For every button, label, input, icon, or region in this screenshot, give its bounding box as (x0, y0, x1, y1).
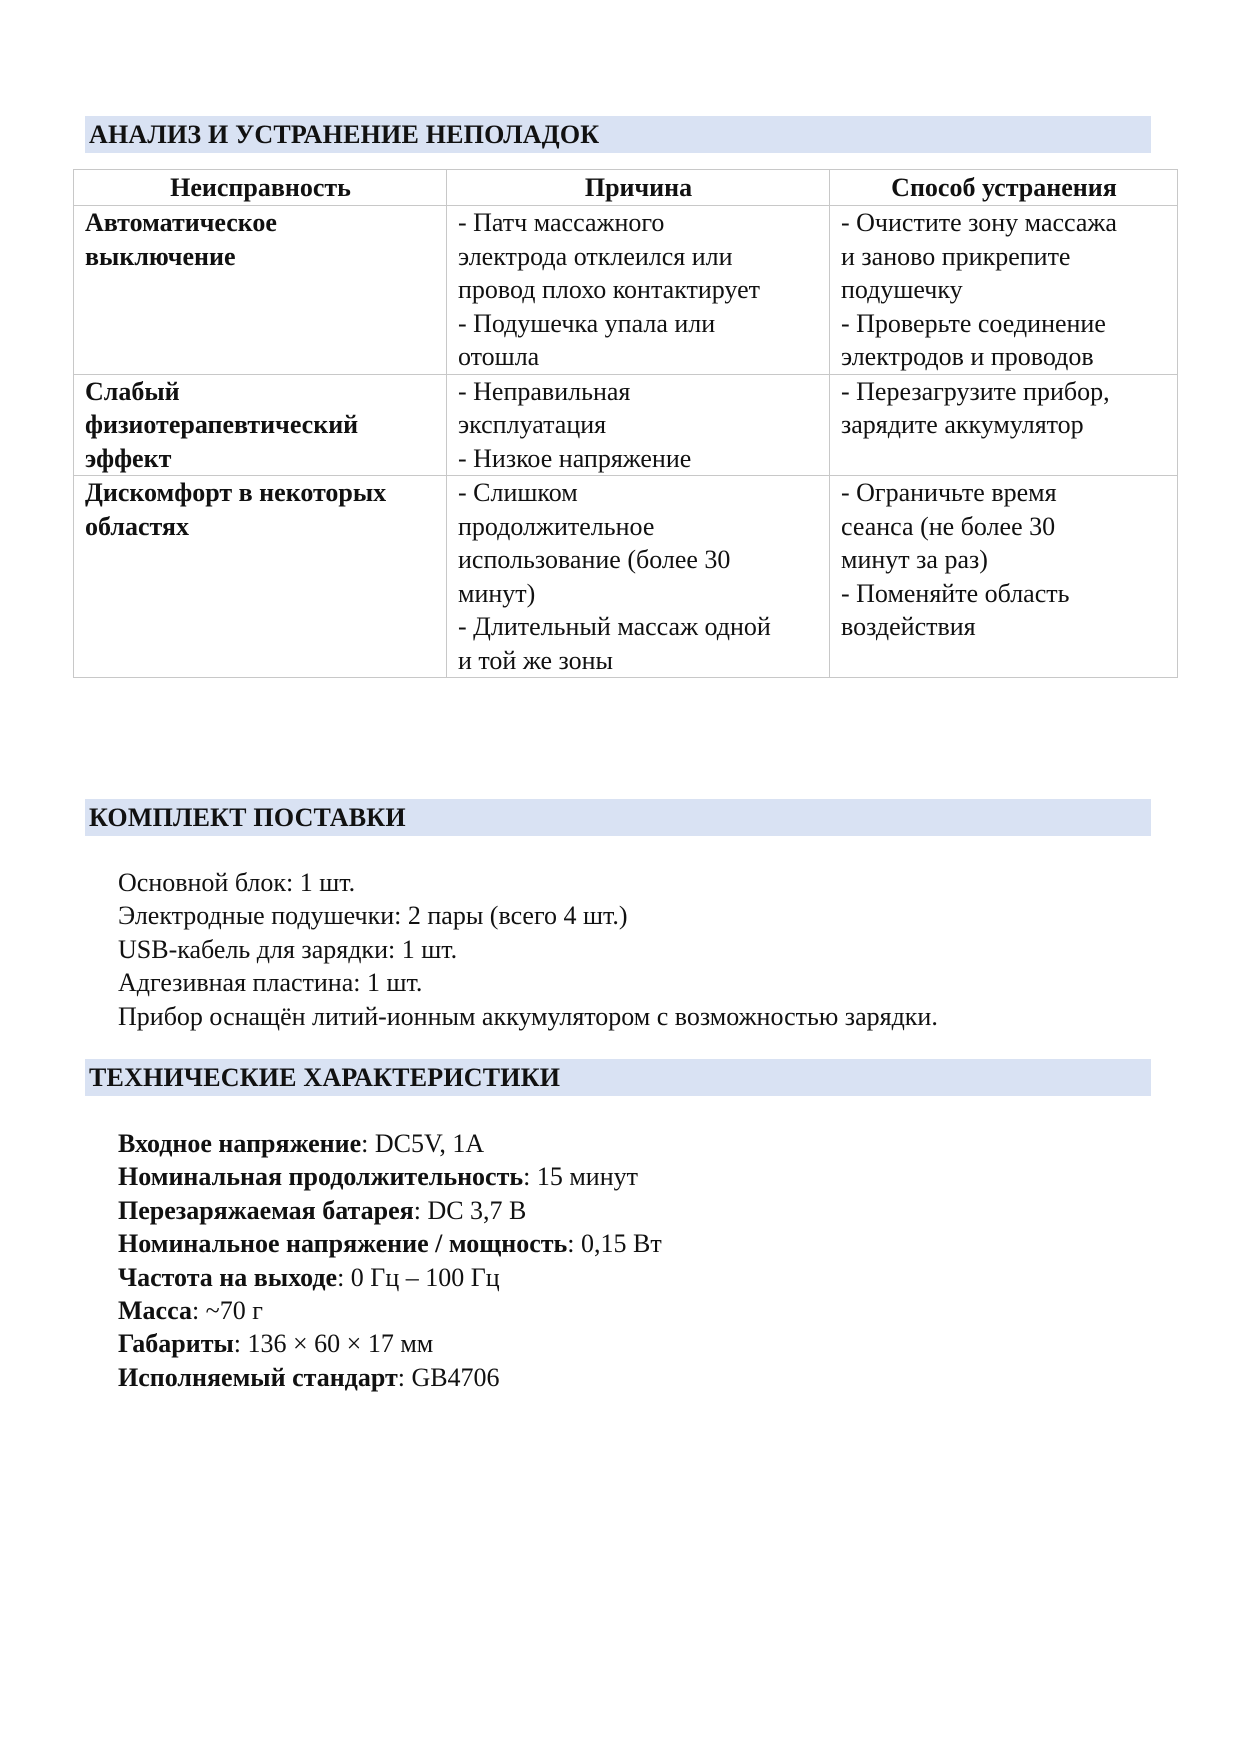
column-header-fault: Неисправность (74, 170, 447, 206)
cell-line: электрода отклеился или (458, 241, 733, 271)
cell-line: - Длительный массаж одной (458, 612, 771, 641)
table-header-row (74, 170, 1178, 206)
cell-line: - Перезагрузите прибор, (841, 376, 1110, 406)
spec-key: Входное напряжение (118, 1129, 362, 1158)
spec-item (118, 1227, 662, 1260)
cell-line: минут за раз) (841, 545, 988, 574)
list-item: Прибор оснащён литий-ионным аккумулятором с возможностью зарядки. (118, 1001, 938, 1031)
cell-line: и той же зоны (458, 645, 614, 675)
spec-key: Габариты (118, 1329, 234, 1359)
cell-line: физиотерапевтический (85, 410, 359, 439)
cell-line: Слабый (85, 376, 180, 406)
cell-line: - Поменяйте область (841, 578, 1070, 608)
specs-list (118, 1127, 662, 1394)
spec-item (118, 1294, 662, 1327)
spec-value: : 136 × 60 × 17 мм (233, 1329, 434, 1359)
spec-value: : 0 Гц – 100 Гц (337, 1262, 500, 1292)
cell-line: использование (более 30 (458, 545, 731, 574)
cell-line: эксплуатация (458, 410, 607, 439)
cell-line: - Проверьте соединение (841, 308, 1106, 338)
fault-cell (74, 374, 447, 476)
cell-line: минут) (458, 578, 536, 608)
spec-item (118, 1361, 662, 1394)
spec-key: Частота на выходе (118, 1262, 338, 1292)
list-item: USB-кабель для зарядки: 1 шт. (118, 934, 458, 964)
cell-line: Автоматическое (85, 208, 277, 237)
spec-value: : DC 3,7 В (413, 1195, 527, 1225)
spec-key: Масса (118, 1296, 192, 1326)
remedy-cell (830, 206, 1178, 375)
cell-line: воздействия (841, 612, 976, 641)
spec-value: : GB4706 (397, 1362, 500, 1392)
cell-line: и заново прикрепите (841, 241, 1071, 271)
cell-line: - Очистите зону массажа (841, 208, 1117, 237)
cause-cell (447, 206, 830, 375)
fault-cell (74, 476, 447, 678)
column-header-cause: Причина (447, 170, 830, 206)
list-item: Адгезивная пластина: 1 шт. (118, 968, 423, 998)
troubleshooting-heading: АНАЛИЗ И УСТРАНЕНИЕ НЕПОЛАДОК (85, 116, 1151, 153)
cell-line: эффект (85, 443, 172, 473)
spec-value: : ~70 г (191, 1296, 263, 1326)
table-row (74, 374, 1178, 476)
spec-key: Перезаряжаемая батарея (118, 1195, 414, 1225)
table-row (74, 206, 1178, 375)
cell-line: сеанса (не более 30 (841, 511, 1056, 541)
cell-line: - Патч массажного (458, 208, 665, 237)
spec-key: Номинальное напряжение / мощность (118, 1229, 568, 1259)
spec-item (118, 1127, 662, 1160)
cell-line: областях (85, 511, 189, 541)
cell-line: - Ограничьте время (841, 478, 1057, 507)
cell-line: Дискомфорт в некоторых (85, 478, 387, 507)
cell-line: зарядите аккумулятор (841, 410, 1084, 439)
list-item: Электродные подушечки: 2 пары (всего 4 шт.) (118, 901, 628, 931)
cell-line: подушечку (841, 275, 963, 304)
spec-value: : 0,15 Вт (567, 1229, 662, 1259)
remedy-cell (830, 476, 1178, 678)
cell-line: - Неправильная (458, 376, 631, 406)
fault-cell (74, 206, 447, 375)
spec-item (118, 1194, 662, 1227)
list-item: Основной блок: 1 шт. (118, 868, 356, 897)
column-header-remedy: Способ устранения (830, 170, 1178, 206)
spec-item (118, 1327, 662, 1360)
cell-line: провод плохо контактирует (458, 275, 760, 304)
specs-heading: ТЕХНИЧЕСКИЕ ХАРАКТЕРИСТИКИ (85, 1059, 1151, 1096)
cell-line: - Низкое напряжение (458, 443, 692, 473)
cell-line: выключение (85, 241, 236, 271)
table-row (74, 476, 1178, 678)
cause-cell (447, 476, 830, 678)
spec-value: : 15 минут (523, 1162, 638, 1192)
cell-line: продолжительное (458, 511, 655, 541)
spec-key: Номинальная продолжительность (118, 1162, 524, 1192)
troubleshooting-table (73, 169, 1178, 678)
package-list (118, 866, 938, 1033)
cell-line: - Подушечка упала или (458, 308, 716, 338)
cell-line: отошла (458, 342, 540, 371)
spec-item (118, 1261, 662, 1294)
cause-cell (447, 374, 830, 476)
spec-item (118, 1160, 662, 1193)
package-heading: КОМПЛЕКТ ПОСТАВКИ (85, 799, 1151, 836)
cell-line: - Слишком (458, 478, 578, 507)
spec-value: : DC5V, 1A (361, 1129, 485, 1158)
remedy-cell (830, 374, 1178, 476)
spec-key: Исполняемый стандарт (118, 1362, 398, 1392)
cell-line: электродов и проводов (841, 342, 1094, 371)
